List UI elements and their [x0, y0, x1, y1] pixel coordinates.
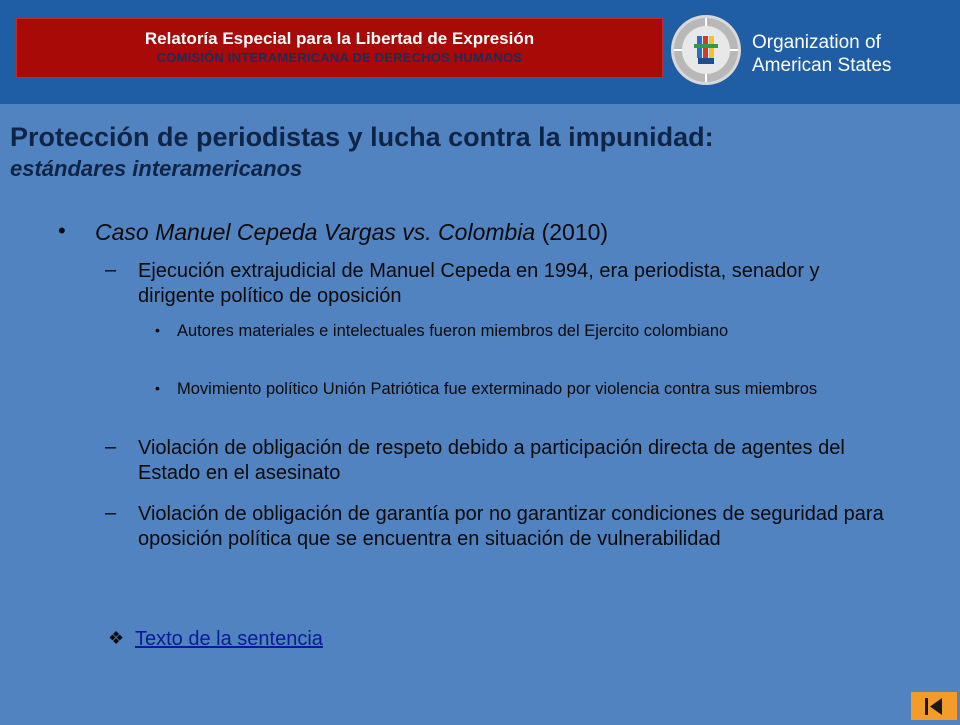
diamond-bullet-icon: ❖ [108, 628, 125, 648]
case-name: Caso Manuel Cepeda Vargas vs. Colombia [95, 219, 536, 245]
sub-point-text: Movimiento político Unión Patriótica fue exterminado por violencia contra sus miembros [177, 380, 818, 398]
sentence-link[interactable]: Texto de la sentencia [135, 628, 323, 650]
sub-point-text: Autores materiales e intelectuales fueron miembros del Ejercito colombiano [177, 322, 729, 340]
case-heading [95, 217, 608, 247]
dash-bullet: – [105, 436, 117, 458]
header-title: Relatoría Especial para la Libertad de Expresión [144, 29, 535, 48]
sub-bullet-dot: • [155, 380, 160, 396]
title-box [16, 18, 663, 78]
header-bar [0, 0, 960, 104]
point-text: Violación de obligación de garantía por no garantizar condiciones de seguridad para oposición política que se encuentra en situación de vulnerabilidad [138, 503, 884, 550]
org-name-line2: American States [752, 55, 892, 76]
org-name [752, 31, 891, 77]
dash-bullet: – [105, 502, 117, 524]
page-subtitle: estándares interamericanos [10, 156, 303, 181]
skip-to-start-icon [911, 692, 957, 720]
case-year: (2010) [535, 219, 609, 245]
header-subtitle: COMISIÓN INTERAMERICANA DE DERECHOS HUMANOS [156, 50, 523, 65]
skip-to-start-button[interactable] [911, 692, 957, 720]
point-text: Violación de obligación de respeto debido a participación directa de agentes del Estado en el asesinato [138, 437, 845, 484]
page-title: Protección de periodistas y lucha contra la impunidad: [10, 122, 714, 152]
sub-bullet-dot: • [155, 322, 160, 338]
bullet-dot: • [58, 218, 66, 243]
slide-title [10, 120, 950, 184]
org-name-line1: Organization of [752, 32, 881, 53]
oas-seal-icon [670, 14, 742, 86]
dash-bullet: – [105, 259, 117, 281]
point-text: Ejecución extrajudicial de Manuel Cepeda en 1994, era periodista, senador y dirigente político de oposición [138, 260, 820, 307]
